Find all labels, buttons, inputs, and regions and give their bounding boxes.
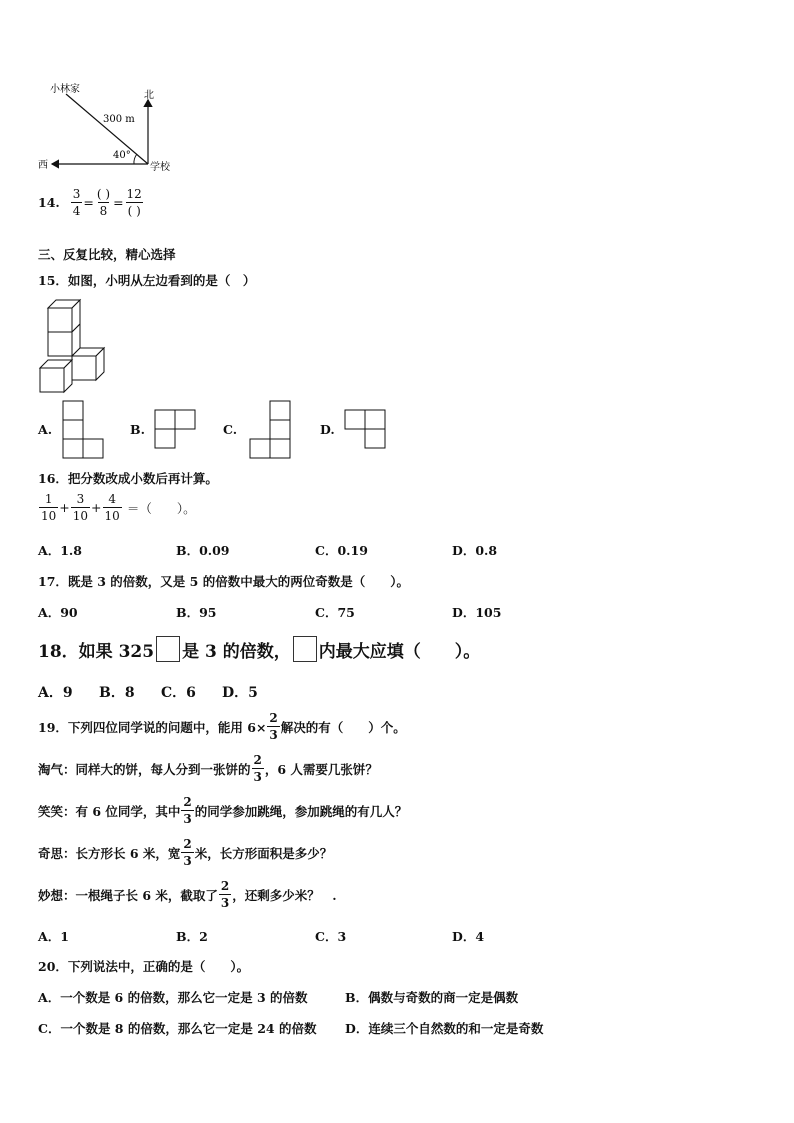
question-14: 14. $\frac{3}{4}$ = $\frac{( )}{8}$ = $\frac{12}{( )}$ [38, 187, 142, 218]
q16-option-c[interactable]: C．0.19 [315, 543, 368, 558]
q18-option-d[interactable]: D．5 [222, 685, 258, 701]
q20-option-d[interactable]: D．连续三个自然数的和一定是奇数 [345, 1021, 544, 1036]
q19-option-c[interactable]: C．3 [315, 929, 347, 944]
q20-option-b[interactable]: B．偶数与奇数的商一定是偶数 [345, 990, 519, 1005]
path-line [66, 94, 148, 164]
q15-option-b-figure[interactable] [154, 409, 196, 451]
q15-option-d-figure[interactable] [344, 409, 388, 451]
q15-option-a[interactable]: A. [38, 422, 53, 437]
q14-fraction-1: $\frac{3}{4}$ [72, 187, 81, 218]
q15-option-c[interactable]: C. [223, 422, 238, 437]
q17-option-b[interactable]: B．95 [176, 605, 217, 620]
q20-option-c[interactable]: C．一个数是 8 的倍数，那么它一定是 24 的倍数 [38, 1021, 317, 1036]
question-20-text: 20．下列说法中，正确的是（ ）。 [38, 959, 250, 974]
q17-option-c[interactable]: C．75 [315, 605, 355, 620]
q19-statement-1: 淘气：同样大的饼，每人分到一张饼的 $\frac{2}{3}$ ，6 人需要几张饼？ [38, 753, 378, 784]
question-16-text: 16．把分数改成小数后再计算。 [38, 471, 218, 486]
section-3-heading: 三、反复比较，精心选择 [38, 247, 176, 262]
question-17-text: 17．既是 3 的倍数，又是 5 的倍数中最大的两位奇数是（ ）。 [38, 574, 409, 589]
q19-option-b[interactable]: B．2 [176, 929, 208, 944]
q18-option-c[interactable]: C．6 [161, 685, 196, 701]
q15-option-b[interactable]: B. [130, 422, 145, 437]
distance-label: 300 m [103, 114, 135, 125]
school-label: 学校 [150, 162, 170, 173]
west-label: 西 [38, 160, 48, 171]
q15-option-d[interactable]: D. [320, 422, 335, 437]
q14-number: 14. [38, 195, 60, 210]
q14-fraction-3: $\frac{12}{( )}$ [126, 187, 142, 218]
q20-option-a[interactable]: A．一个数是 6 的倍数，那么它一定是 3 的倍数 [38, 990, 308, 1005]
north-label: 北 [144, 90, 154, 101]
q17-option-d[interactable]: D．105 [452, 605, 502, 620]
q14-fraction-2: $\frac{( )}{8}$ [96, 187, 111, 218]
q16-option-b[interactable]: B．0.09 [176, 543, 230, 558]
q15-option-c-figure[interactable] [249, 400, 291, 460]
q19-statement-2: 笑笑：有 6 位同学，其中 $\frac{2}{3}$ 的同学参加跳绳，参加跳绳的有几人？ [38, 795, 408, 826]
q18-option-a[interactable]: A．9 [38, 685, 73, 701]
q16-option-d[interactable]: D．0.8 [452, 543, 498, 558]
q18-option-b[interactable]: B．8 [99, 685, 135, 701]
q19-statement-3: 奇思：长方形长 6 米，宽 $\frac{2}{3}$ 米，长方形面积是多少？ [38, 837, 333, 868]
q18-blank-box-1[interactable] [156, 636, 180, 662]
q19-option-a[interactable]: A．1 [38, 929, 69, 944]
q15-option-a-figure[interactable] [62, 400, 104, 460]
question-19-text: 19．下列四位同学说的问题中，能用 6× $\frac{2}{3}$ 解决的有（ ）个。 [38, 711, 406, 742]
q19-option-d[interactable]: D．4 [452, 929, 485, 944]
q16-expression: $\frac{1}{10}$ + $\frac{3}{10}$ + $\frac{4}{10}$ ＝（ ）。 [41, 492, 196, 523]
angle-arc [134, 154, 137, 164]
q18-blank-box-2[interactable] [293, 636, 317, 662]
q17-option-a[interactable]: A．90 [38, 605, 78, 620]
question-18-text: 18．如果 325 是 3 的倍数， 内最大应填（ ）。 [38, 636, 480, 662]
q16-option-a[interactable]: A．1.8 [38, 543, 82, 558]
home-label: 小林家 [50, 84, 80, 95]
q19-statement-4: 妙想：一根绳子长 6 米，截取了 $\frac{2}{3}$ ，还剩多少米？ . [38, 879, 337, 910]
question-15-text: 15．如图，小明从左边看到的是（ ） [38, 273, 256, 288]
cube-stack-figure [36, 298, 112, 396]
angle-label: 40° [113, 150, 131, 161]
direction-diagram [30, 78, 190, 178]
